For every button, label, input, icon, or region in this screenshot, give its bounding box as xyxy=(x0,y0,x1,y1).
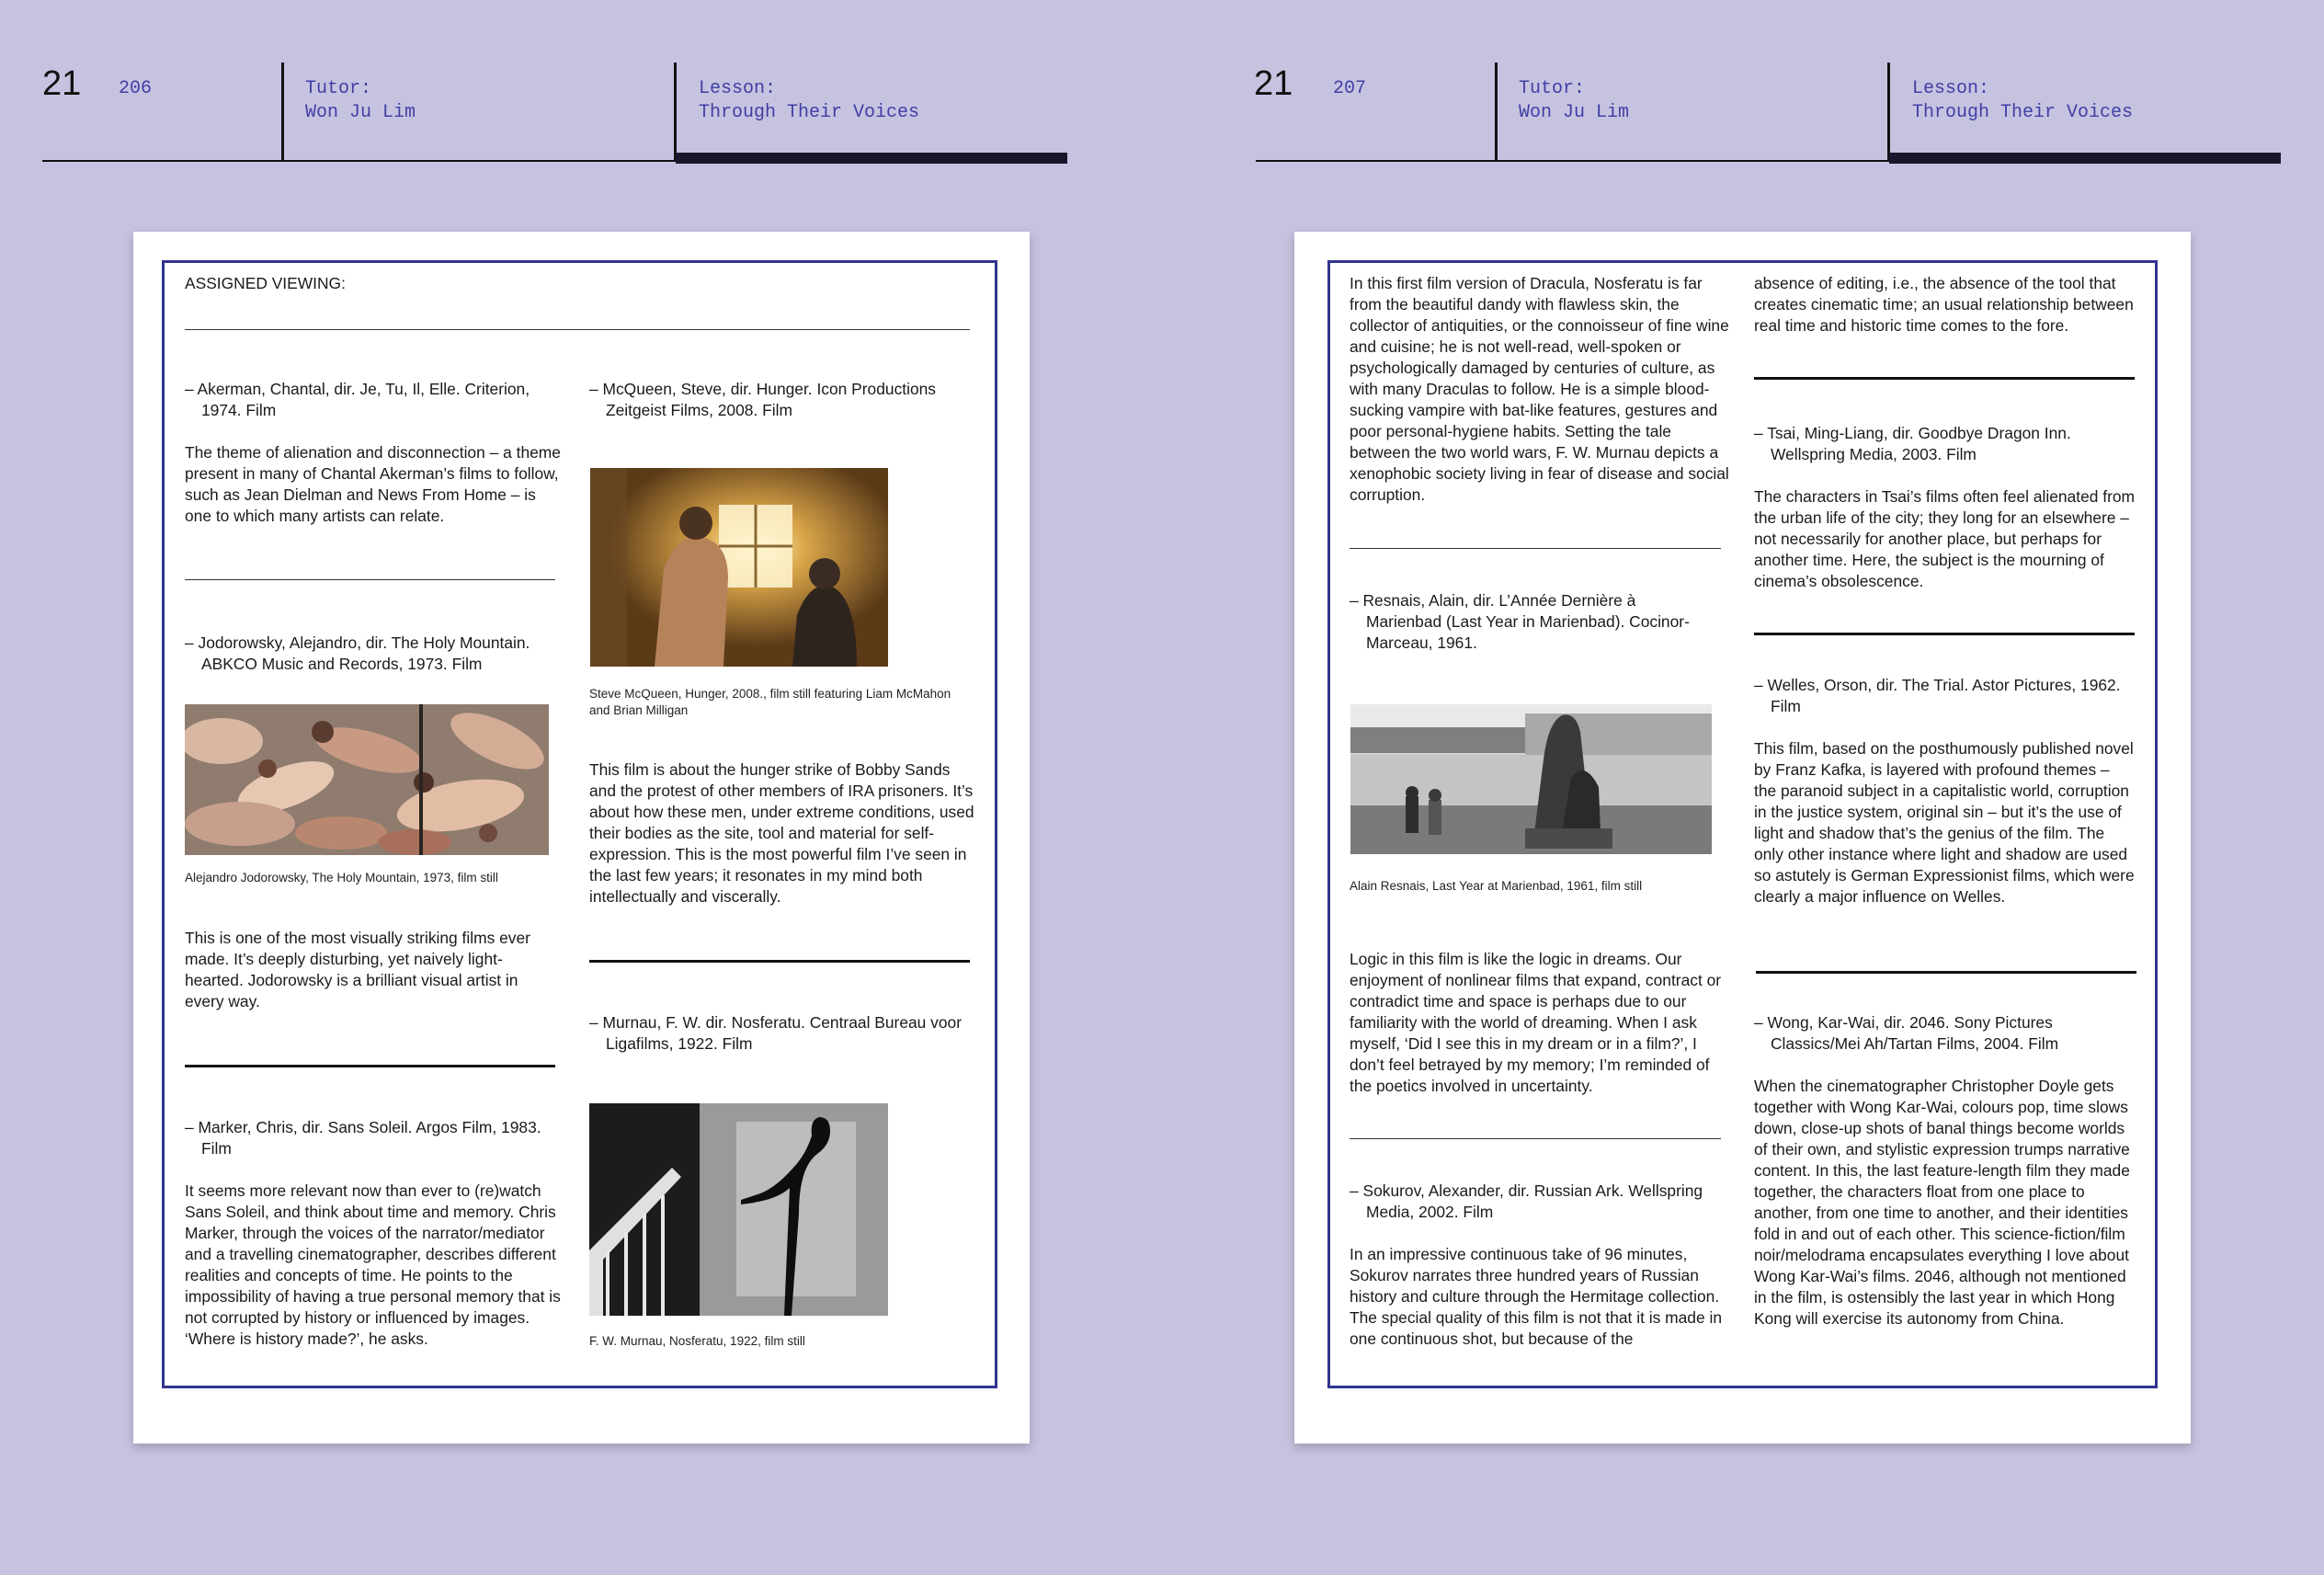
chapter-number: 21 xyxy=(1254,64,1293,103)
marker-text: It seems more relevant now than ever to (re)watch Sans Soleil, and think about time and memory. Chris Marker, through the voices of the narrator/mediator and a travelling cinematographer, describes different realities and concepts of time. He points to the impossibility of having a true personal memory that is not corrupted by history or influenced by images. ‘Where is history made?’, he asks. xyxy=(185,1181,561,1348)
lesson-label: Lesson: xyxy=(1912,78,1990,99)
page-number: 206 xyxy=(119,78,153,99)
right-sheet xyxy=(1294,232,2191,1444)
divider xyxy=(1754,377,2135,380)
lesson-title: Through Their Voices xyxy=(1912,102,2134,123)
divider xyxy=(185,1065,555,1067)
wong-entry: – Wong, Kar-Wai, dir. 2046. Sony Pictures Classics/Mei Ah/Tartan Films, 2004. Film xyxy=(1754,1013,2059,1053)
left-sheet xyxy=(133,232,1030,1444)
resnais-caption: Alain Resnais, Last Year at Marienbad, 1961, film still xyxy=(1350,879,1643,893)
header-thick-rule xyxy=(1889,153,2281,164)
mcqueen-entry: – McQueen, Steve, dir. Hunger. Icon Productions Zeitgeist Films, 2008. Film xyxy=(589,380,937,419)
marker-block xyxy=(185,1117,571,1350)
lesson-label: Lesson: xyxy=(699,78,777,99)
hunger-still xyxy=(590,468,888,667)
holy-mountain-still xyxy=(185,704,549,855)
resnais-text: Logic in this film is like the logic in dreams. Our enjoyment of nonlinear films that expand, contract or contradict time and space is perhaps due to our familiarity with the world of dreaming. When I ask myself, ‘Did I see this in my dream or in a film?’, I don’t feel betrayed by my memory; I’m reminded of the poetics involved in uncertainty. xyxy=(1350,950,1722,1095)
jodorowsky-caption: Alejandro Jodorowsky, The Holy Mountain, 1973, film still xyxy=(185,871,498,885)
lesson-block xyxy=(1912,77,2133,125)
jodorowsky-block xyxy=(185,633,562,675)
sokurov-text-continued: absence of editing, i.e., the absence of the tool that creates cinematic time; an usual relationship between real time and historic time comes to the fore. xyxy=(1754,274,2134,335)
header-rule xyxy=(1256,160,1890,162)
tsai-entry: – Tsai, Ming-Liang, dir. Goodbye Dragon Inn. Wellspring Media, 2003. Film xyxy=(1754,424,2071,463)
welles-text: This film, based on the posthumously published novel by Franz Kafka, is layered with profound themes – the paranoid subject in a capitalistic world, corruption in the justice system, original sin – but it’s the use of light and shadow that’s the genius of the film. The only other instance where light and shadow are used so astutely is German Expressionist films, which were clearly a major influence on Welles. xyxy=(1754,739,2135,906)
welles-block xyxy=(1754,675,2136,907)
right-page-header xyxy=(0,0,2324,165)
jodorowsky-text: This is one of the most visually striking films ever made. It’s deeply disturbing, yet naively light-hearted. Jodorowsky is a brilliant visual artist in every way. xyxy=(185,929,530,1010)
tutor-block xyxy=(1519,77,1629,125)
murnau-block xyxy=(589,1012,975,1055)
header-divider xyxy=(1495,63,1498,162)
tutor-name: Won Ju Lim xyxy=(305,102,416,123)
jodorowsky-entry: – Jodorowsky, Alejandro, dir. The Holy Mountain. ABKCO Music and Records, 1973. Film xyxy=(185,633,530,673)
nosferatu-text: In this first film version of Dracula, Nosferatu is far from the beautiful dandy with flawless skin, the collector of antiquities, or the connoisseur of fine wine and cuisine; he is not well-read, well-spoken or psychologically damaged by centuries of culture, as with many Draculas to follow. He is a simple blood-sucking vampire with bat-like features, gestures and poor personal-hygiene habits. Setting the tale between the two world wars, F. W. Murnau depicts a xenophobic society living in fear of disease and social corruption. xyxy=(1350,274,1729,504)
murnau-entry: – Murnau, F. W. dir. Nosferatu. Centraal Bureau voor Ligafilms, 1922. Film xyxy=(589,1013,963,1053)
akerman-entry: – Akerman, Chantal, dir. Je, Tu, Il, Elle. Criterion, 1974. Film xyxy=(185,380,530,419)
welles-entry: – Welles, Orson, dir. The Trial. Astor Pictures, 1962. Film xyxy=(1754,676,2121,715)
marker-entry: – Marker, Chris, dir. Sans Soleil. Argos Film, 1983. Film xyxy=(185,1118,541,1158)
marienbad-still xyxy=(1350,704,1712,854)
resnais-block xyxy=(1350,590,1699,654)
page-number: 207 xyxy=(1333,78,1367,99)
tutor-name: Won Ju Lim xyxy=(1519,102,1630,123)
divider xyxy=(1350,548,1721,549)
tsai-block xyxy=(1754,423,2136,592)
sokurov-block xyxy=(1350,1181,1726,1350)
mcqueen-text: This film is about the hunger strike of Bobby Sands and the protest of other members of IRA prisoners. It’s about how these men, under extreme conditions, used their bodies as the site, tool and material for self-expression. This is the most powerful film I’ve seen in the last few years; it resonates in my mind both intellectually and viscerally. xyxy=(589,760,974,906)
nosferatu-still xyxy=(589,1103,888,1316)
divider xyxy=(1350,1138,1721,1139)
sokurov-entry: – Sokurov, Alexander, dir. Russian Ark. Wellspring Media, 2002. Film xyxy=(1350,1181,1703,1221)
mcqueen-block xyxy=(589,379,975,421)
sokurov-text: In an impressive continuous take of 96 minutes, Sokurov narrates three hundred years of Russian history and culture through the Hermitage collection. The special quality of this film is not that it is made in one continuous shot, but because of the xyxy=(1350,1245,1722,1348)
lesson-title: Through Their Voices xyxy=(699,102,920,123)
left-column xyxy=(185,379,562,527)
tutor-label: Tutor: xyxy=(305,78,372,99)
akerman-text: The theme of alienation and disconnection – a theme present in many of Chantal Akerman’s films to follow, such as Jean Dielman and News From Home – is one to which many artists can relate. xyxy=(185,443,561,525)
assigned-viewing-heading: ASSIGNED VIEWING: xyxy=(185,274,346,292)
chapter-number: 21 xyxy=(42,64,82,103)
resnais-entry: – Resnais, Alain, dir. L’Année Dernière à Marienbad (Last Year in Marienbad). Cocinor-Marceau, 1961. xyxy=(1350,591,1690,652)
tutor-label: Tutor: xyxy=(1519,78,1586,99)
divider xyxy=(1756,971,2136,974)
divider xyxy=(185,579,555,580)
divider xyxy=(1754,633,2135,635)
divider xyxy=(589,960,970,963)
wong-text: When the cinematographer Christopher Doyle gets together with Wong Kar-Wai, colours pop, time slows down, close-up shots of banal things become worlds of their own, and stylistic expression trumps narrative content. In this, the last feature-length film they made together, the characters float from one place to another, from one time to another, and their identities fold in and out of each other. This science-fiction/film noir/melodrama encapsulates everything I love about Wong Kar-Wai’s films. 2046, although not mentioned in the film, is ostensibly the last year in which Hong Kong will exercise its autonomy from China. xyxy=(1754,1077,2130,1328)
tsai-text: The characters in Tsai’s films often feel alienated from the urban life of the city; they long for an elsewhere – not necessarily for another place, but perhaps for another time. Here, the subject is the mourning of cinema’s obsolescence. xyxy=(1754,487,2136,590)
header-divider xyxy=(1887,63,1890,162)
wong-block xyxy=(1754,1012,2138,1330)
heading-rule xyxy=(185,329,970,330)
murnau-caption: F. W. Murnau, Nosferatu, 1922, film still xyxy=(589,1334,805,1348)
mcqueen-caption: Steve McQueen, Hunger, 2008., film still featuring Liam McMahon and Brian Milligan xyxy=(589,687,951,717)
